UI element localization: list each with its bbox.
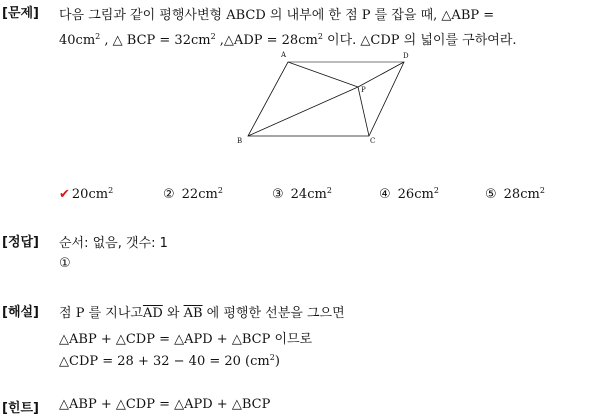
choice-value: 22cm <box>181 187 218 202</box>
sup: 2 <box>108 186 114 195</box>
choice-value: 26cm <box>397 187 434 202</box>
parallelogram-figure <box>236 50 408 150</box>
segment-ad: $\overline{AD}$ <box>142 306 163 321</box>
answer-line-2: ① <box>59 256 71 271</box>
choice-number: ④ <box>379 187 391 202</box>
problem-line-2 <box>59 29 517 48</box>
segment-dp <box>358 62 404 87</box>
vertex-b-label: B <box>237 137 243 145</box>
choice-4[interactable] <box>379 186 439 202</box>
vertex-d-label: D <box>403 52 409 60</box>
problem-line-1: 다음 그림과 같이 평행사변형 ABCD 의 내부에 한 점 P 를 잡을 때, △ABP = <box>59 8 495 23</box>
text: ) <box>274 354 280 369</box>
segment-bp <box>248 87 358 136</box>
check-icon: ✔ <box>59 187 70 202</box>
area-abp: 40cm <box>59 33 96 48</box>
sup: 2 <box>269 353 275 362</box>
sup: 2 <box>95 32 101 41</box>
segment-ap <box>288 62 358 87</box>
hint-label: [힌트] <box>2 401 39 416</box>
area-bcp: , △ BCP = 32cm <box>100 33 211 48</box>
text: 점 P 를 지나고 <box>59 306 143 321</box>
explanation-line-2: △ABP + △CDP = △APD + △BCP 이므로 <box>59 332 313 347</box>
hint-line-1: △ABP + △CDP = △APD + △BCP <box>59 397 271 412</box>
explanation-line-1 <box>59 302 345 321</box>
vertex-a-label: A <box>281 51 287 59</box>
question-text: 이다. △CDP 의 넓이를 구하여라. <box>322 33 517 48</box>
sup: 2 <box>210 32 216 41</box>
text: △CDP = 28 + 32 − 40 = 20 (cm <box>59 354 270 369</box>
choice-5[interactable] <box>485 186 545 202</box>
choice-number: ③ <box>272 187 284 202</box>
choice-value: 20cm <box>71 187 109 202</box>
explanation-line-3 <box>59 353 280 369</box>
vertex-c-label: C <box>370 137 376 145</box>
text: 와 <box>162 306 184 321</box>
sup: 2 <box>217 186 223 195</box>
choice-2[interactable] <box>163 186 223 202</box>
sup: 2 <box>433 186 439 195</box>
choice-1[interactable] <box>59 186 113 202</box>
problem-label: [문제] <box>2 6 39 21</box>
answer-label: [정답] <box>2 235 39 250</box>
explanation-label: [해설] <box>2 305 39 320</box>
choice-value: 28cm <box>503 187 540 202</box>
choice-number: ② <box>163 187 175 202</box>
choice-value: 24cm <box>290 187 327 202</box>
choice-number: ⑤ <box>485 187 497 202</box>
segment-cp <box>358 87 369 136</box>
point-p-label: P <box>361 86 366 94</box>
sup: 2 <box>326 186 332 195</box>
answer-line-1: 순서: 없음, 갯수: 1 <box>59 236 168 251</box>
parallelogram-abcd <box>248 62 404 136</box>
sup: 2 <box>317 32 323 41</box>
choice-3[interactable] <box>272 186 332 202</box>
sup: 2 <box>539 186 545 195</box>
text: 에 평행한 선분을 그으면 <box>202 306 345 321</box>
area-adp: ,△ADP = 28cm <box>215 33 318 48</box>
segment-ab: $\overline{AB}$ <box>183 306 203 321</box>
